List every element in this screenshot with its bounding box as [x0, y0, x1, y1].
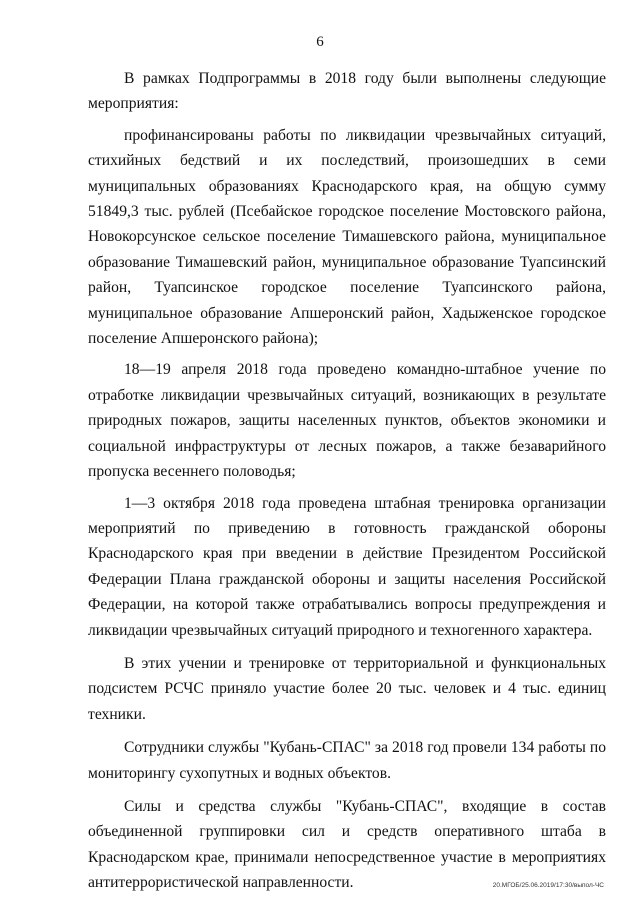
document-body: [88, 66, 606, 902]
paragraph-april-exercise: 18—19 апреля 2018 года проведено командно-штабное учение по отработке ликвидации чрезвычайных ситуаций, возникающих в результате природных пожаров, защиты населенных пунктов, объектов экономики и социальной инфраструктуры от лесных пожаров, а также безаварийного пропуска весеннего половодья;: [88, 361, 606, 481]
paragraph-october-training: 1—3 октября 2018 года проведена штабная тренировка организации мероприятий по приведению в готовность гражданской обороны Краснодарского края при введении в действие Президентом Российской Федерации Плана гражданской обороны и защиты населения Российской Федерации, на которой также отрабатывались вопросы предупреждения и ликвидации чрезвычайных ситуаций природного и техногенного характера.: [88, 494, 606, 639]
page-number: 6: [316, 34, 324, 50]
footer-document-code: 20.МГОБ/25.06.2019/17:30/выпол-ЧС: [492, 882, 604, 889]
paragraph-antiterror: Силы и средства службы "Кубань-СПАС", входящие в состав объединенной группировки сил и средств оперативного штаба в Краснодарском крае, принимали непосредственное участие в мероприятиях антитеррористической направленности.: [88, 797, 606, 892]
paragraph-intro: В рамках Подпрограммы в 2018 году были выполнены следующие мероприятия:: [88, 70, 606, 113]
paragraph-monitoring: Сотрудники службы "Кубань-СПАС" за 2018 год провели 134 работы по мониторингу сухопутных и водных объектов.: [88, 739, 606, 782]
paragraph-participants: В этих учении и тренировке от территориальной и функциональных подсистем РСЧС приняло участие более 20 тыс. человек и 4 тыс. единиц техники.: [88, 654, 606, 723]
paragraph-financing: профинансированы работы по ликвидации чрезвычайных ситуаций, стихийных бедствий и их последствий, произошедших в семи муниципальных образованиях Краснодарского края, на общую сумму 51849,3 тыс. рублей (Псебайское городское поселение Мостовского района, Новокорсунское сельское поселение Тимашевского района, муниципальное образование Тимашевский район, муниципальное образование Туапсинский район, Туапсинское городское поселение Туапсинского района, муниципальное образование Апшеронский район, Хадыженское городское поселение Апшеронского района);: [88, 126, 606, 348]
